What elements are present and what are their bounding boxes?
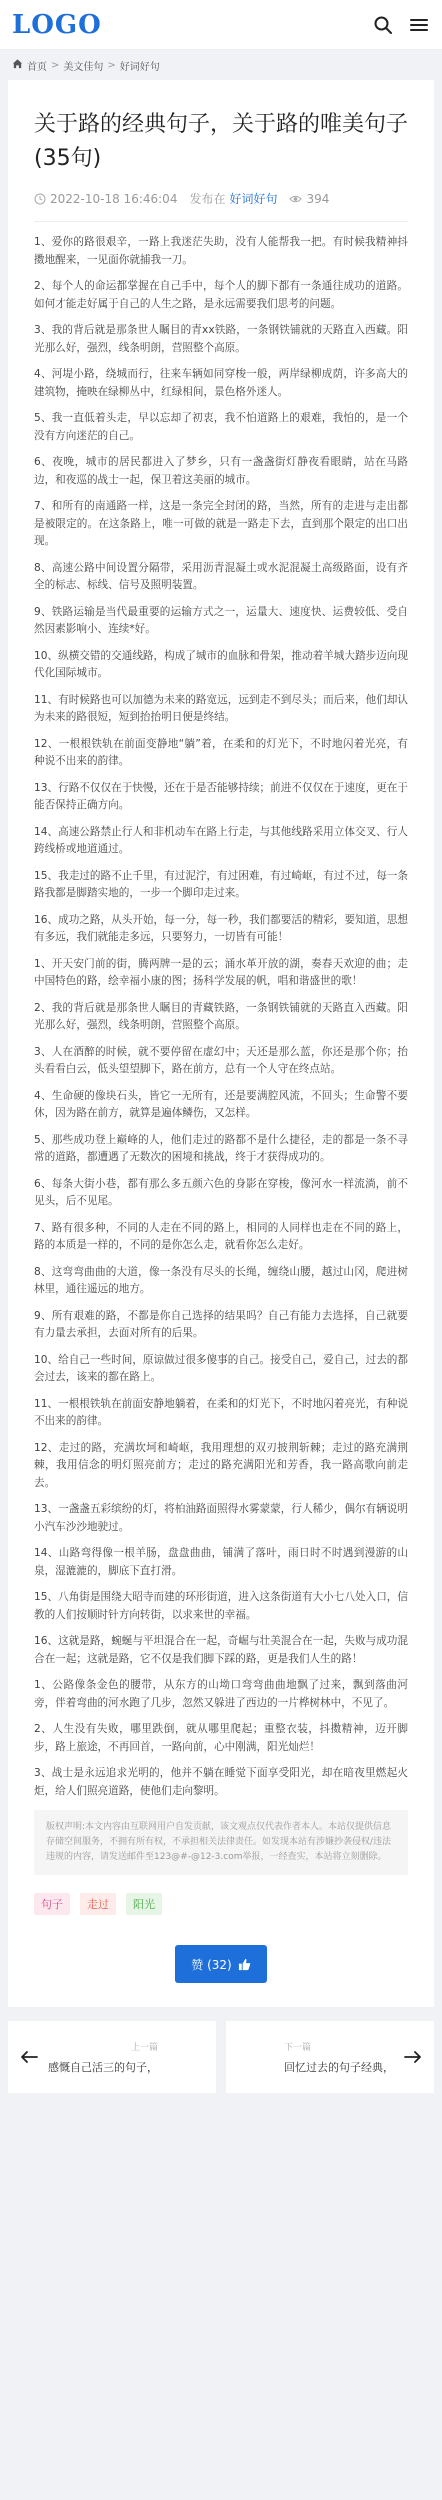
clock-icon <box>34 193 46 205</box>
next-post-title: 回忆过去的句子经典， <box>284 2060 394 2074</box>
prev-post-label: 上一篇 <box>130 2042 158 2053</box>
site-logo[interactable]: LOGO <box>12 9 102 40</box>
thumbs-up-icon <box>238 1958 251 1971</box>
arrow-right-icon <box>404 2050 422 2064</box>
header-icons <box>372 14 430 36</box>
article-paragraph: 9、铁路运输是当代最重要的运输方式之一，运量大、速度快、运费较低、受自然因素影响小、连续*好。 <box>34 605 408 635</box>
breadcrumb <box>0 50 442 80</box>
article-paragraph: 7、路有很多种，不同的人走在不同的路上，相同的人同样也走在不同的路上，路的本质是一样的，不同的是你怎么走，就看你怎么走好。 <box>34 1221 408 1251</box>
article-paragraph: 5、那些成功登上巅峰的人，他们走过的路都不是什么捷径，走的都是一条不寻常的道路，都遭遇了无数次的困境和挑战，终于才获得成功的。 <box>34 1133 408 1163</box>
date-text: 2022-10-18 16:46:04 <box>50 191 178 206</box>
category-link[interactable]: 好词好句 <box>229 192 278 206</box>
like-area <box>34 1945 408 1983</box>
search-icon[interactable] <box>372 14 394 36</box>
tag-item[interactable]: 阳光 <box>126 1893 162 1915</box>
article-content <box>34 234 408 1800</box>
article-category <box>189 190 277 207</box>
post-navigation <box>8 2021 434 2093</box>
article-paragraph: 4、生命硬的像块石头，皆它一无所有，还是要满腔风流，不回头；生命警不要休，因为路在前方，就算是遍体鳞伤，又怎样。 <box>34 1089 408 1119</box>
article-paragraph: 1、公路像条金色的腰带，从东方的山坳口弯弯曲曲地飘了过来，飘到落曲河旁，伴着弯曲的河水跑了几步，忽然又躲进了西边的一片桦树林中，不见了。 <box>34 1679 408 1709</box>
article-paragraph: 1、开天安门前的街，腾两牌一是的云；涌水革开放的湖，奏春天欢迎的曲；走中国特色的路，绘幸福小康的图；扬科学发展的帆，唱和谐盛世的歌！ <box>34 957 408 987</box>
breadcrumb-separator: > <box>51 59 60 71</box>
next-post-text <box>284 2040 394 2075</box>
article-paragraph: 12、走过的路，充满坎坷和崎岖，我用理想的双刃披荆斩棘；走过的路充满荆棘，我用信念的明灯照亮前方；走过的路充满阳光和芳香，我一路高歌向前走去。 <box>34 1441 408 1489</box>
breadcrumb-current[interactable]: 好词好句 <box>119 61 160 73</box>
prev-post-link[interactable] <box>8 2021 216 2093</box>
article-paragraph: 4、河堤小路，绕城而行，往来车辆如同穿梭一般，两岸绿柳成荫，许多高大的建筑物，掩映在绿柳丛中，红绿相间，景色格外迷人。 <box>34 368 408 398</box>
like-button[interactable] <box>175 1945 267 1983</box>
article-title: 关于路的经典句子，关于路的唯美句子(35句) <box>34 112 409 171</box>
article-paragraph: 14、山路弯得像一根羊肠，盘盘曲曲，铺满了落叶，雨日时不时遇到漫游的山泉，湿漉漉的，脚底下直打滑。 <box>34 1547 408 1577</box>
article-paragraph: 11、有时候路也可以加德为未来的路宽远，远到走不到尽头；而后来，他们却认为未来的路很短，短到抬抬明日便是终结。 <box>34 693 408 723</box>
article-paragraph: 14、高速公路禁止行人和非机动车在路上行走，与其他线路采用立体交叉、行人跨线桥或地道通过。 <box>34 825 408 855</box>
tag-list <box>34 1893 408 1915</box>
article-paragraph: 9、所有艰难的路，不都是你自己选择的结果吗？自己有能力去选择，自己就要有力量去承担，去面对所有的后果。 <box>34 1309 408 1339</box>
like-label: 赞 (32) <box>191 1957 232 1972</box>
article-paragraph: 3、战士是永远追求光明的，他并不躺在睡觉下面享受阳光，却在暗夜里燃起火炬，给人们照亮道路，使他们走向黎明。 <box>34 1767 408 1797</box>
article-paragraph: 11、一根根铁轨在前面安静地躺着，在柔和的灯光下，不时地闪着亮光，有种说不出来的韵律。 <box>34 1397 408 1427</box>
article-paragraph: 10、纵横交错的交通线路，构成了城市的血脉和骨架，推动着羊城大踏步迈向现代化国际城市。 <box>34 649 408 679</box>
article-paragraph: 6、每条大街小巷，都有那么多五颜六色的身影在穿梭，像河水一样流淌，前不见头，后不见尾。 <box>34 1177 408 1207</box>
article-paragraph: 2、人生没有失败，哪里跌倒，就从哪里爬起；重整衣装，抖擞精神，迈开脚步，路上旅途，不再回首，一路向前，心中刚满，阳光灿烂！ <box>34 1723 408 1753</box>
prev-post-title: 感慨自己活三的句子， <box>48 2060 158 2074</box>
arrow-left-icon <box>20 2050 38 2064</box>
article-paragraph: 10、给自己一些时间，原谅做过很多傻事的自己。接受自己，爱自己，过去的都会过去，该来的都在路上。 <box>34 1353 408 1383</box>
article-paragraph: 3、我的背后就是那条世人瞩目的青xx铁路，一条钢铁铺就的天路直入西藏。阳光那么好，强烈，线条明朗，营照整个高原。 <box>34 324 408 354</box>
article-paragraph: 15、我走过的路不止千里，有过泥泞，有过困难，有过崎岖，有过不过，每一条路我都是脚踏实地的，一步一个脚印走过来。 <box>34 869 408 899</box>
copyright-notice: 版权声明:本文内容由互联网用户自发贡献，该文观点仅代表作者本人。本站仅提供信息存储空间服务，不拥有所有权，不承担相关法律责任。如发现本站有涉嫌抄袭侵权/违法违规的内容，请发送邮件至123@#-@12-3.com举报，一经查实，本站将立刻删除。 <box>34 1810 408 1875</box>
tag-item[interactable]: 走过 <box>80 1893 116 1915</box>
article-paragraph: 2、我的背后就是那条世人瞩目的青藏铁路，一条钢铁铺就的天路直入西藏。阳光那么好，强烈，线条明朗，营照整个高原。 <box>34 1001 408 1031</box>
article-views <box>289 192 329 206</box>
article-paragraph: 16、这就是路，蜿蜒与平坦混合在一起，奇崛与壮美混合在一起，失败与成功混合在一起；这就是路，它不仅是我们脚下踩的路，更是我们人生的路！ <box>34 1635 408 1665</box>
tag-item[interactable]: 句子 <box>34 1893 70 1915</box>
article-paragraph: 12、一根根铁轨在前面变静地“躺”着，在柔和的灯光下，不时地闪着光亮，有种说不出来的韵律。 <box>34 737 408 767</box>
posted-in-label: 发布在 <box>189 192 226 206</box>
article-paragraph: 3、人在酒醉的时候，就不要停留在虚幻中；天还是那么蓝，你还是那个你；抬头看看白云，低头望望脚下，路在前方，总有一个人守在终点站。 <box>34 1045 408 1075</box>
article-paragraph: 1、爱你的路很艰辛，一路上我迷茫失助，没有人能帮我一把。有时候我精神抖擞地醒来，一见面你就捕我一刀。 <box>34 236 408 266</box>
article-paragraph: 15、八角街是围绕大昭寺而建的环形街道，进入这条街道有大小七八处入口，信教的人们按顺时针方向转街，以求来世的幸福。 <box>34 1591 408 1621</box>
article-paragraph: 5、我一直低着头走，早以忘却了初衷，我不怕道路上的艰难，我怕的，是一个没有方向迷茫的自己。 <box>34 412 408 442</box>
home-icon <box>12 58 23 72</box>
article-paragraph: 8、这弯弯曲曲的大道，像一条没有尽头的长绳，缠绕山腰，越过山冈，爬进树林里，通往遥远的地方。 <box>34 1265 408 1295</box>
site-header <box>0 0 442 50</box>
breadcrumb-separator: > <box>107 59 116 71</box>
eye-icon <box>289 193 302 205</box>
breadcrumb-category[interactable]: 美文佳句 <box>63 61 104 73</box>
prev-post-text <box>48 2040 158 2075</box>
next-post-label: 下一篇 <box>284 2042 312 2053</box>
article-paragraph: 6、夜晚，城市的居民都进入了梦乡，只有一盏盏街灯静夜看眼睛，站在马路边，和夜巡的战士一起，保卫着这美丽的城市。 <box>34 456 408 486</box>
article-paragraph: 2、每个人的命运都掌握在自己手中，每个人的脚下都有一条通往成功的道路。如何才能走好属于自己的人生之路，是永远需要我们思考的问题。 <box>34 280 408 310</box>
breadcrumb-home[interactable]: 首页 <box>27 61 47 73</box>
article-paragraph: 13、行路不仅仅在于快慢，还在于是否能够持续；前进不仅仅在于速度，更在于能否保持正确方向。 <box>34 781 408 811</box>
article-card <box>8 80 434 2007</box>
article-paragraph: 8、高速公路中间设置分隔带，采用沥青混凝土或水泥混凝土高级路面，设有齐全的标志、标线、信号及照明装置。 <box>34 561 408 591</box>
article-paragraph: 16、成功之路，从头开始，每一分，每一秒，我们都要活的精彩，要知道，思想有多远，我们就能走多远，只要努力，一切皆有可能！ <box>34 913 408 943</box>
article-paragraph: 7、和所有的南通路一样，这是一条完全封闭的路，当然，所有的走进与走出都是被限定的。在这条路上，唯一可做的就是一路走下去，直到那个限定的出口出现。 <box>34 500 408 547</box>
next-post-link[interactable] <box>226 2021 434 2093</box>
article-date <box>34 192 177 206</box>
article-meta <box>34 190 408 222</box>
article-paragraph: 13、一盏盏五彩缤纷的灯，将柏油路面照得水雾蒙蒙，行人稀少，偶尔有辆说明小汽车沙沙地驶过。 <box>34 1503 408 1533</box>
views-count: 394 <box>306 191 330 206</box>
menu-icon[interactable] <box>408 14 430 36</box>
